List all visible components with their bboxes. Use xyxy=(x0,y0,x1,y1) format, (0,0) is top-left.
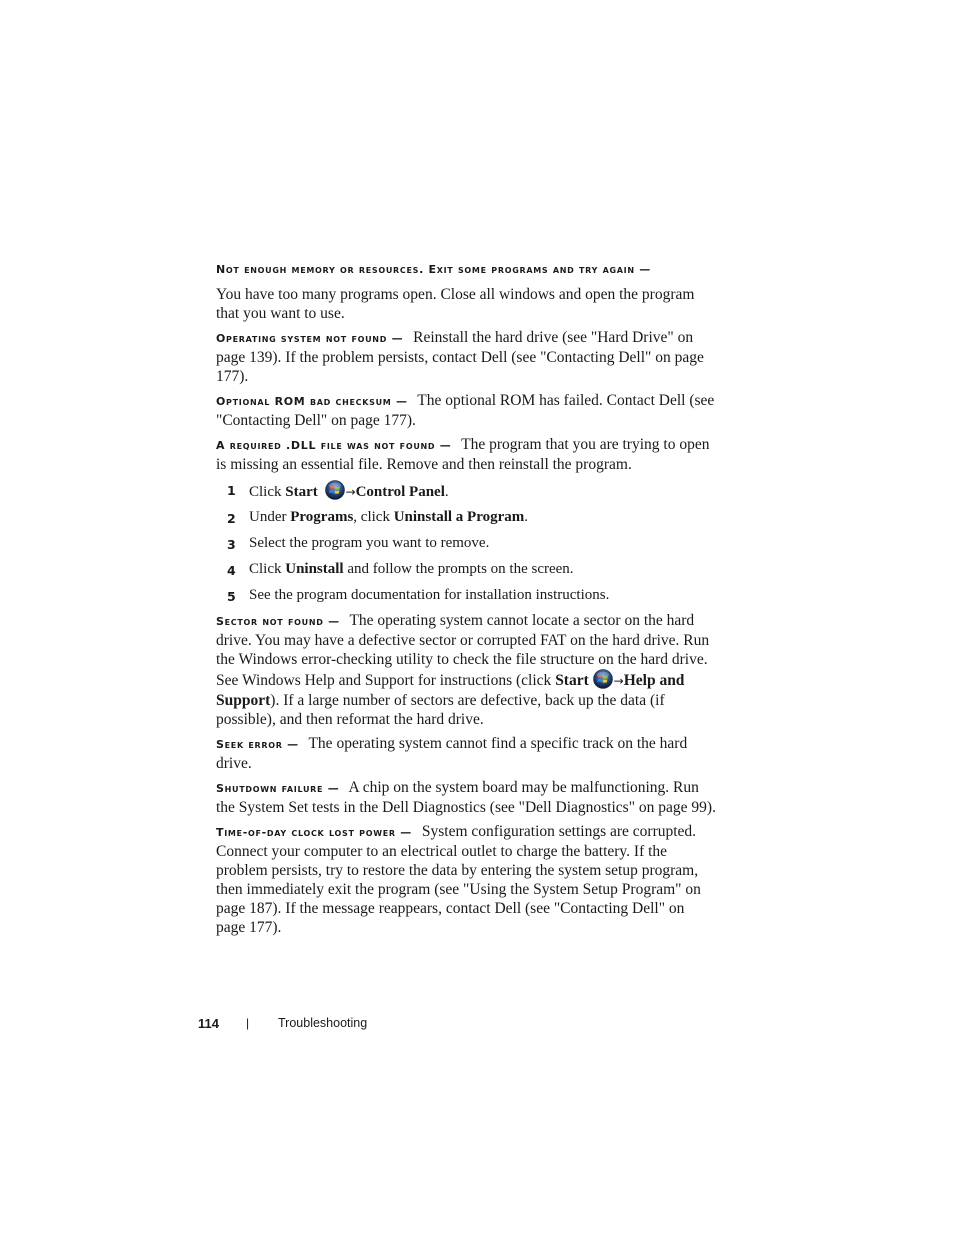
step-text: See the program documentation for installation instructions. xyxy=(249,587,610,603)
error-not-enough-memory xyxy=(216,259,716,279)
step-text: Click Uninstall and follow the prompts on the screen. xyxy=(249,561,574,577)
error-description: The operating system cannot find a specific track on the hard drive. xyxy=(216,735,688,772)
step-number: 1 xyxy=(227,483,236,498)
help-and-support-label: Help and Support xyxy=(216,672,685,709)
error-description: The optional ROM has failed. Contact Dell (see "Contacting Dell" on page 177). xyxy=(216,392,715,429)
document-content xyxy=(216,259,716,942)
arrow-icon: → xyxy=(613,674,624,688)
error-heading: Shutdown failure — xyxy=(216,782,340,795)
start-label: Start xyxy=(285,484,318,500)
windows-start-orb-icon xyxy=(593,669,613,689)
section-title: Troubleshooting xyxy=(278,1016,368,1030)
error-heading: Operating system not found — xyxy=(216,332,404,345)
step-number: 4 xyxy=(227,563,236,578)
control-panel-label: Control Panel xyxy=(355,484,445,500)
step-2 xyxy=(216,508,716,528)
error-shutdown-failure xyxy=(216,778,716,817)
error-description: The operating system cannot locate a sector on the hard drive. You may have a defective sector or corrupted FAT on the hard drive. Run the Windows error-checking utility to check the file structure on the hard drive. See Windows Help and Support for instructions (click xyxy=(216,612,710,689)
error-time-of-day xyxy=(216,822,716,937)
windows-start-orb-icon xyxy=(325,480,345,500)
error-dll-not-found xyxy=(216,435,716,474)
step-1 xyxy=(216,480,716,502)
error-description: System configuration settings are corrupted. Connect your computer to an electrical outlet to charge the battery. If the problem persists, try to restore the data by entering the system setup program, then immediately exit the program (see "Using the System Setup Program" on page 187). If the message reappears, contact Dell (see "Contacting Dell" on page 177). xyxy=(216,823,701,936)
error-seek-error xyxy=(216,734,716,773)
error-optional-rom xyxy=(216,391,716,430)
error-heading: A required .DLL file was not found — xyxy=(216,439,452,452)
error-heading: Time-of-day clock lost power — xyxy=(216,826,412,839)
step-5 xyxy=(216,586,716,606)
error-description: The program that you are trying to open is missing an essential file. Remove and then reinstall the program. xyxy=(216,436,710,473)
programs-label: Programs xyxy=(290,509,354,525)
step-4 xyxy=(216,560,716,580)
error-heading: Optional ROM bad checksum — xyxy=(216,395,408,408)
step-number: 5 xyxy=(227,589,236,604)
error-os-not-found xyxy=(216,328,716,386)
footer-separator: | xyxy=(246,1016,250,1030)
error-description: A chip on the system board may be malfunctioning. Run the System Set tests in the Dell Diagnostics (see "Dell Diagnostics" on page 99). xyxy=(216,779,716,816)
uninstall-label: Uninstall xyxy=(285,561,344,577)
error-heading: Not enough memory or resources. Exit some programs and try again — xyxy=(216,263,651,276)
step-text: Click Start →Control Panel. xyxy=(249,480,716,502)
step-3 xyxy=(216,534,716,554)
error-sector-not-found: Sector not found — The operating system cannot locate a sector on the hard drive. You may have a defective sector or corrupted FAT on the hard drive. Run the Windows error-checking utility to check the file structure on the hard drive. See Windows Help and Support for instructions (click Start →Help and Support). If a large number of sectors are defective, back up the data (if possible), and then reformat the hard drive. xyxy=(216,612,710,728)
step-number: 3 xyxy=(227,537,236,552)
step-text: Select the program you want to remove. xyxy=(249,535,490,551)
error-heading: Seek error — xyxy=(216,738,299,751)
arrow-icon: → xyxy=(345,485,356,499)
error-heading: Sector not found — xyxy=(216,615,340,628)
uninstall-program-label: Uninstall a Program xyxy=(393,509,525,525)
error-description: Reinstall the hard drive (see "Hard Drive" on page 139). If the problem persists, contact Dell (see "Contacting Dell" on page 177). xyxy=(216,329,704,385)
page-number: 114 xyxy=(198,1016,219,1031)
step-number: 2 xyxy=(227,511,236,526)
start-label: Start xyxy=(555,672,589,689)
error-description: You have too many programs open. Close all windows and open the program that you want to use. xyxy=(216,286,695,322)
step-text: Under Programs, click Uninstall a Program. xyxy=(249,509,529,525)
